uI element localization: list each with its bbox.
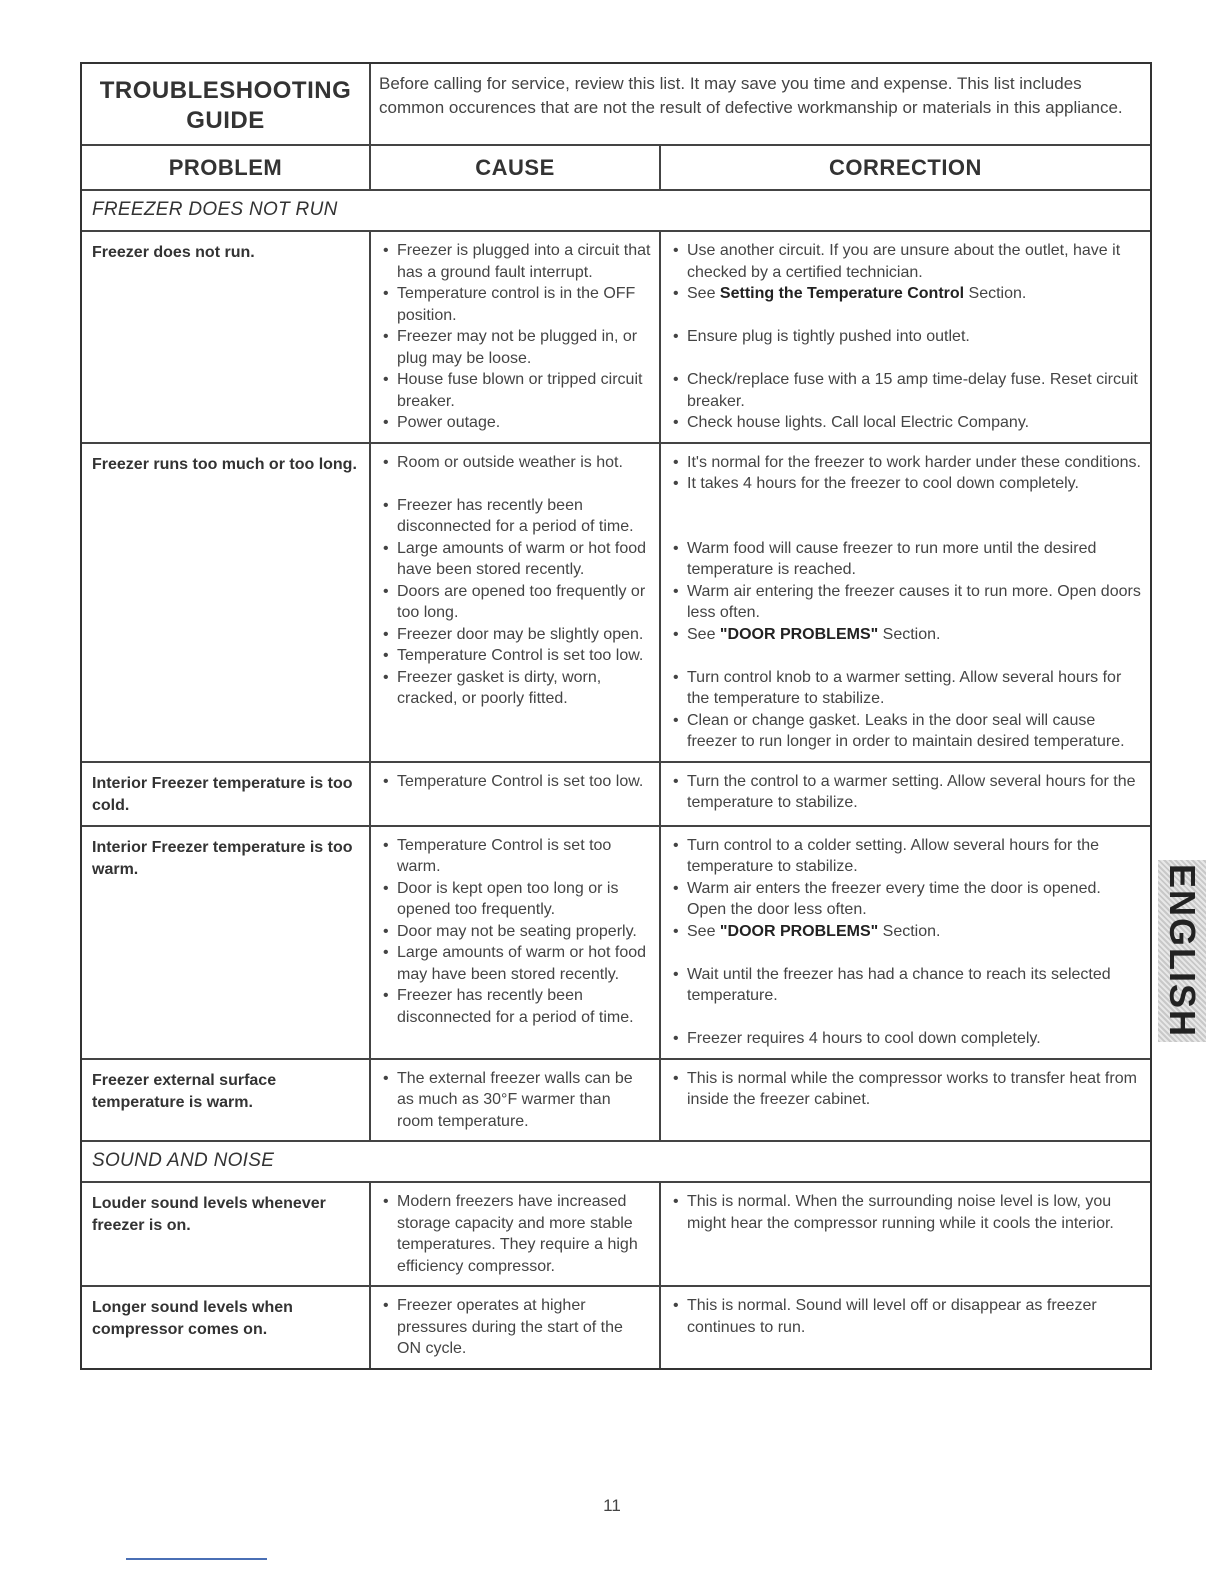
cause-item: • Freezer is plugged into a circuit that has a ground fault interrupt.	[381, 240, 651, 283]
problem-cell: Freezer does not run.	[92, 244, 255, 261]
correction-cell	[659, 232, 1150, 442]
problem-cell: Louder sound levels whenever freezer is on.	[92, 1195, 326, 1234]
cause-item: • Temperature Control is set too warm.	[381, 835, 651, 878]
correction-item: • Warm air entering the freezer causes it to run more. Open doors less often.	[671, 581, 1142, 624]
cause-cell	[369, 444, 659, 761]
problem-cell: Longer sound levels when compressor comes on.	[92, 1299, 293, 1338]
cause-item: • Door is kept open too long or is opened too frequently.	[381, 878, 651, 921]
correction-cell	[659, 763, 1150, 825]
correction-item: • See Setting the Temperature Control Section.	[671, 283, 1142, 305]
table-row	[82, 825, 1150, 1058]
cause-item: • Temperature Control is set too low.	[381, 645, 651, 667]
cause-item: • Temperature Control is set too low.	[381, 771, 651, 793]
correction-item: • Turn control knob to a warmer setting. Allow several hours for the temperature to stabilize.	[671, 667, 1142, 710]
footer-rule	[126, 1558, 267, 1560]
cause-item: • Room or outside weather is hot.	[381, 452, 651, 474]
cause-item: • The external freezer walls can be as much as 30°F warmer than room temperature.	[381, 1068, 651, 1133]
correction-item: • This is normal. When the surrounding noise level is low, you might hear the compressor running while it cools the interior.	[671, 1191, 1142, 1234]
guide-title	[82, 64, 369, 144]
correction-cell	[659, 1060, 1150, 1141]
table-row	[82, 1285, 1150, 1368]
cause-item: • Modern freezers have increased storage capacity and more stable temperatures. They require a high efficiency compressor.	[381, 1191, 651, 1277]
cause-item: • Freezer may not be plugged in, or plug may be loose.	[381, 326, 651, 369]
column-header-row	[82, 144, 1150, 189]
correction-column-header: CORRECTION	[659, 146, 1150, 189]
correction-item: • See "DOOR PROBLEMS" Section.	[671, 624, 1142, 646]
correction-item: • Ensure plug is tightly pushed into outlet.	[671, 326, 1142, 348]
problem-cell: Freezer external surface temperature is warm.	[92, 1071, 277, 1111]
language-side-tab	[1158, 860, 1206, 1042]
problem-column-header: PROBLEM	[168, 155, 283, 180]
guide-title-line2: GUIDE	[186, 107, 265, 134]
cause-item: • Large amounts of warm or hot food may have been stored recently.	[381, 942, 651, 985]
correction-cell	[659, 1287, 1150, 1368]
cause-item: • Temperature control is in the OFF position.	[381, 283, 651, 326]
correction-item: • See "DOOR PROBLEMS" Section.	[671, 921, 1142, 943]
cause-item: • Freezer has recently been disconnected for a period of time.	[381, 495, 651, 538]
cause-item: • Freezer operates at higher pressures during the start of the ON cycle.	[381, 1295, 651, 1360]
correction-item: • Use another circuit. If you are unsure about the outlet, have it checked by a certified technician.	[671, 240, 1142, 283]
cause-item: • Door may not be seating properly.	[381, 921, 651, 943]
correction-item: • Warm food will cause freezer to run more until the desired temperature is reached.	[671, 538, 1142, 581]
cause-cell	[369, 1183, 659, 1285]
correction-item: • Turn control to a colder setting. Allow several hours for the temperature to stabilize.	[671, 835, 1142, 878]
cause-column-header: CAUSE	[369, 146, 659, 189]
cause-item: • Freezer door may be slightly open.	[381, 624, 651, 646]
table-row	[82, 1058, 1150, 1141]
cause-cell	[369, 827, 659, 1058]
correction-item: • Check/replace fuse with a 15 amp time-delay fuse. Reset circuit breaker.	[671, 369, 1142, 412]
table-row	[82, 761, 1150, 825]
correction-item: • It takes 4 hours for the freezer to cool down completely.	[671, 473, 1142, 495]
table-row	[82, 442, 1150, 761]
cause-item: • Large amounts of warm or hot food have been stored recently.	[381, 538, 651, 581]
guide-title-line1: TROUBLESHOOTING	[99, 77, 352, 104]
cause-cell	[369, 1060, 659, 1141]
problem-cell: Freezer runs too much or too long.	[92, 455, 357, 473]
section-heading: FREEZER DOES NOT RUN	[82, 189, 1150, 230]
correction-item: • This is normal while the compressor works to transfer heat from inside the freezer cabinet.	[671, 1068, 1142, 1111]
table-row	[82, 1181, 1150, 1285]
correction-item: • Freezer requires 4 hours to cool down completely.	[671, 1028, 1142, 1050]
table-row	[82, 230, 1150, 442]
problem-cell: Interior Freezer temperature is too warm.	[92, 838, 353, 878]
section-heading: SOUND AND NOISE	[82, 1140, 1150, 1181]
guide-header-row	[82, 64, 1150, 144]
correction-item: • Check house lights. Call local Electric Company.	[671, 412, 1142, 434]
cause-item: • Power outage.	[381, 412, 651, 434]
cause-item: • House fuse blown or tripped circuit breaker.	[381, 369, 651, 412]
cause-cell	[369, 763, 659, 825]
problem-cell: Interior Freezer temperature is too cold.	[92, 774, 353, 814]
correction-cell	[659, 827, 1150, 1058]
cause-item: • Doors are opened too frequently or too long.	[381, 581, 651, 624]
guide-intro: Before calling for service, review this list. It may save you time and expense. This list includes common occurences that are not the result of defective workmanship or materials in this appliance.	[369, 64, 1150, 144]
language-tab-label: ENGLISH	[1162, 863, 1203, 1039]
correction-item: • Turn the control to a warmer setting. Allow several hours for the temperature to stabilize.	[671, 771, 1142, 814]
cause-item: • Freezer gasket is dirty, worn, cracked, or poorly fitted.	[381, 667, 651, 710]
correction-item: • Clean or change gasket. Leaks in the door seal will cause freezer to run longer in order to maintain desired temperature.	[671, 710, 1142, 753]
correction-item: • Wait until the freezer has had a chance to reach its selected temperature.	[671, 964, 1142, 1007]
correction-item: • This is normal. Sound will level off or disappear as freezer continues to run.	[671, 1295, 1142, 1338]
cause-item: • Freezer has recently been disconnected for a period of time.	[381, 985, 651, 1028]
correction-item: • Warm air enters the freezer every time the door is opened. Open the door less often.	[671, 878, 1142, 921]
correction-cell	[659, 1183, 1150, 1285]
correction-item: • It's normal for the freezer to work harder under these conditions.	[671, 452, 1142, 474]
troubleshooting-table	[80, 62, 1152, 1370]
cause-cell	[369, 1287, 659, 1368]
cause-cell	[369, 232, 659, 442]
page-number: 11	[603, 1496, 621, 1515]
correction-cell	[659, 444, 1150, 761]
